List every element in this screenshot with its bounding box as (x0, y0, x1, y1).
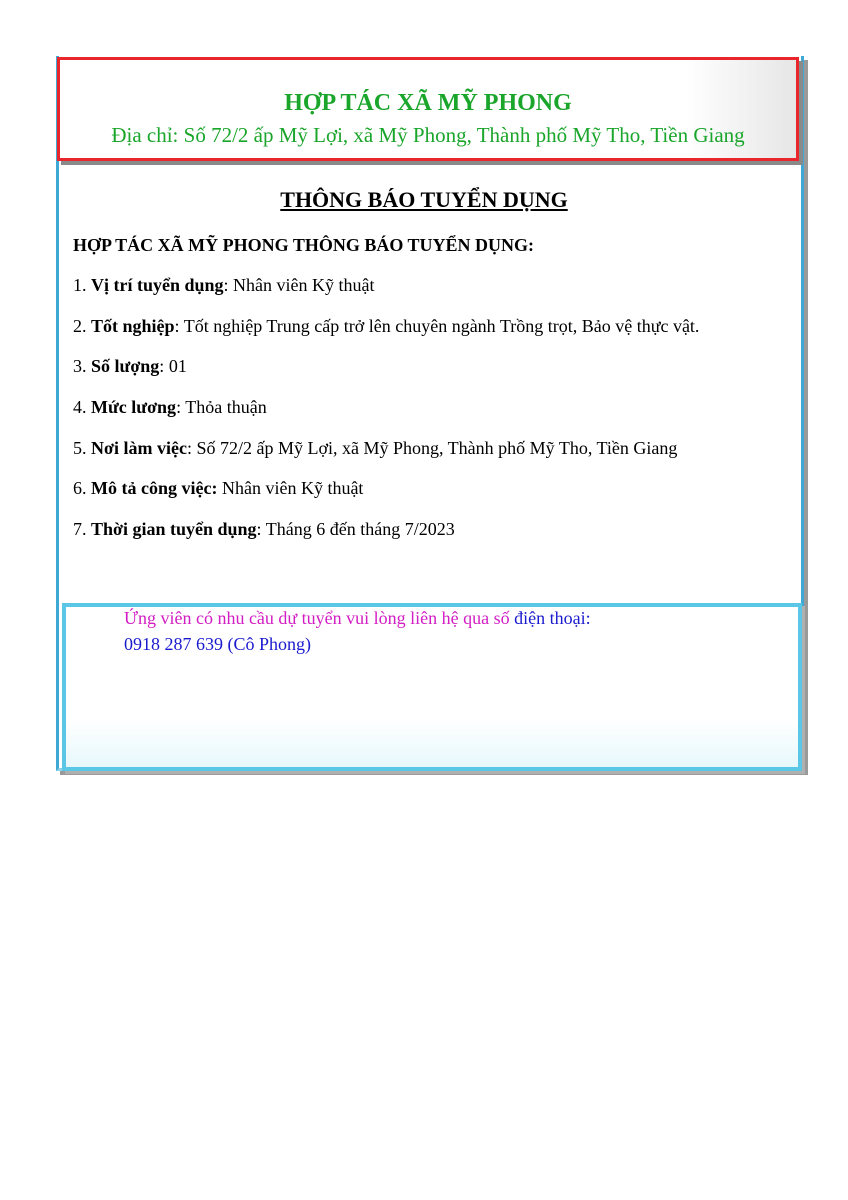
item-value: Số 72/2 ấp Mỹ Lợi, xã Mỹ Phong, Thành phố Mỹ Tho, Tiền Giang (196, 438, 678, 458)
item-number: 3. (73, 356, 91, 376)
item-workplace (73, 436, 677, 460)
item-label: Nơi làm việc (91, 438, 187, 458)
item-label: Vị trí tuyển dụng (91, 275, 224, 295)
item-separator: : (256, 519, 266, 539)
header-box (57, 57, 799, 161)
item-number: 5. (73, 438, 91, 458)
item-graduation (73, 314, 699, 338)
item-value: Nhân viên Kỹ thuật (233, 275, 375, 295)
item-recruitment-period (73, 517, 455, 541)
notice-subtitle: HỢP TÁC XÃ MỸ PHONG THÔNG BÁO TUYỂN DỤNG: (73, 235, 535, 255)
contact-instruction-text: Ứng viên có nhu cầu dự tuyển vui lòng liên hệ qua số (124, 608, 515, 628)
item-number: 1. (73, 275, 91, 295)
item-value: Nhân viên Kỹ thuật (221, 478, 364, 498)
item-separator: : (176, 397, 186, 417)
item-label: Số lượng (91, 356, 160, 376)
contact-phone-label: điện thoại: (514, 608, 591, 628)
item-job-description (73, 476, 363, 500)
item-position (73, 273, 375, 297)
item-separator: : (174, 316, 184, 336)
item-separator: : (223, 275, 234, 295)
item-label: Mức lương (91, 397, 177, 417)
organization-title: HỢP TÁC XÃ MỸ PHONG (284, 90, 572, 116)
item-value: Tháng 6 đến tháng 7/2023 (265, 519, 455, 539)
item-number: 7. (73, 519, 91, 539)
item-number: 4. (73, 397, 91, 417)
notice-title: THÔNG BÁO TUYỂN DỤNG (280, 187, 568, 212)
organization-address: Địa chỉ: Số 72/2 ấp Mỹ Lợi, xã Mỹ Phong, Thành phố Mỹ Tho, Tiền Giang (111, 123, 745, 147)
item-separator: : (186, 438, 197, 458)
item-value: 01 (168, 356, 187, 376)
item-salary (73, 395, 267, 419)
item-label: Tốt nghiệp (91, 316, 175, 336)
item-number: 2. (73, 316, 91, 336)
contact-instruction (124, 606, 591, 630)
item-separator: : (159, 356, 169, 376)
item-label: Thời gian tuyển dụng (91, 519, 257, 539)
contact-phone-number: 0918 287 639 (Cô Phong) (124, 634, 312, 654)
item-number: 6. (73, 478, 91, 498)
item-value: Thỏa thuận (185, 397, 267, 417)
item-quantity (73, 354, 187, 378)
item-label: Mô tả công việc: (91, 478, 218, 498)
item-value: Tốt nghiệp Trung cấp trở lên chuyên ngành Trồng trọt, Bảo vệ thực vật. (183, 316, 700, 336)
